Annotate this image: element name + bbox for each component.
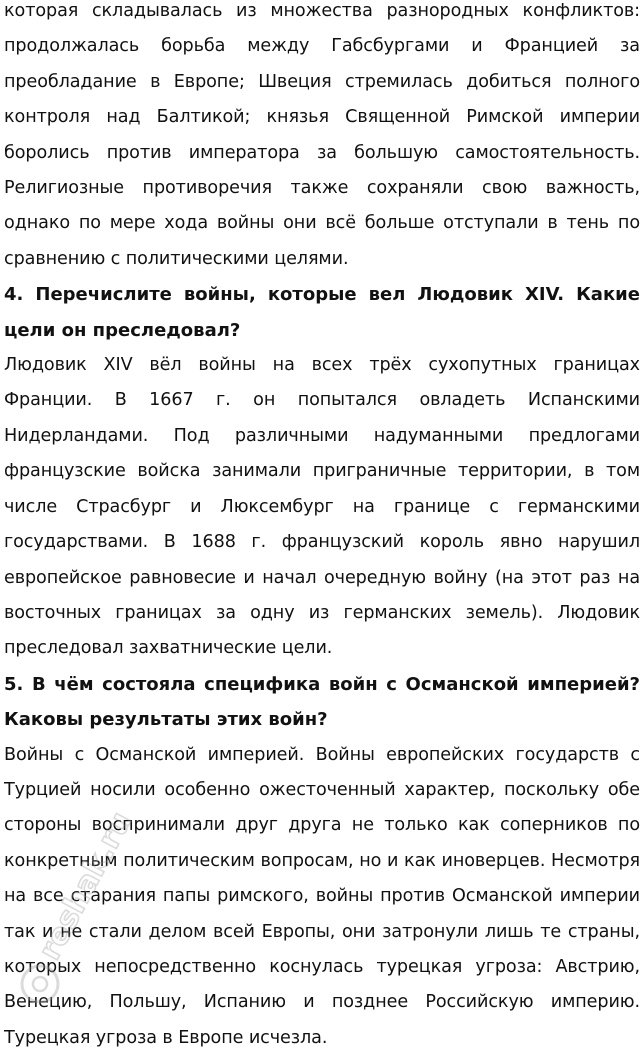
- intro-paragraph: которая складывалась из множества разнородных конфликтов: продолжалась борьба между Габсбургами и Францией за преобладание в Европе; Швеция стремилась добиться полного контроля над Балтикой; князья Священной Римской империи боролись против императора за большую самостоятельность. Религиозные противоречия также сохраняли свою важность, однако по мере хода войны они всё больше отступали в тень по сравнению с политическими целями.: [4, 1, 640, 269]
- document-page: [4, 0, 640, 1056]
- answer-4-paragraph: Людовик XIV вёл войны на всех трёх сухопутных границах Франции. В 1667 г. он попытался овладеть Испанскими Нидерландами. Под различными надуманными предлогами французские войска занимали приграничные территории, в том числе Страсбург и Люксембург на границе с германскими государствами. В 1688 г. французский король явно нарушил европейское равновесие и начал очередную войну (на этот раз на восточных границах за одну из германских земель). Людовик преследовал захватнические цели.: [4, 355, 640, 659]
- question-4-heading: 4. Перечислите войны, которые вел Людовик XIV. Какие цели он преследовал?: [4, 284, 640, 341]
- question-5-heading: 5. В чём состояла специфика войн с Османской империей? Каковы результаты этих войн?: [4, 673, 640, 731]
- watermark-text: reshak.ru: [32, 812, 138, 966]
- answer-5-paragraph: Войны с Османской империей. Войны европейских государств с Турцией носили особенно ожесточенный характер, поскольку обе стороны воспринимали друг друга не только как соперников по конкретным политическим вопросам, но и как иноверцев. Несмотря на все старания папы римского, войны против Османской империи так и не стали делом всей Европы, они затронули лишь те страны, которых непосредственно коснулась турецкая угроза: Австрию, Венецию, Польшу, Испанию и позднее Российскую империю. Турецкая угроза в Европе исчезла.: [4, 744, 640, 1048]
